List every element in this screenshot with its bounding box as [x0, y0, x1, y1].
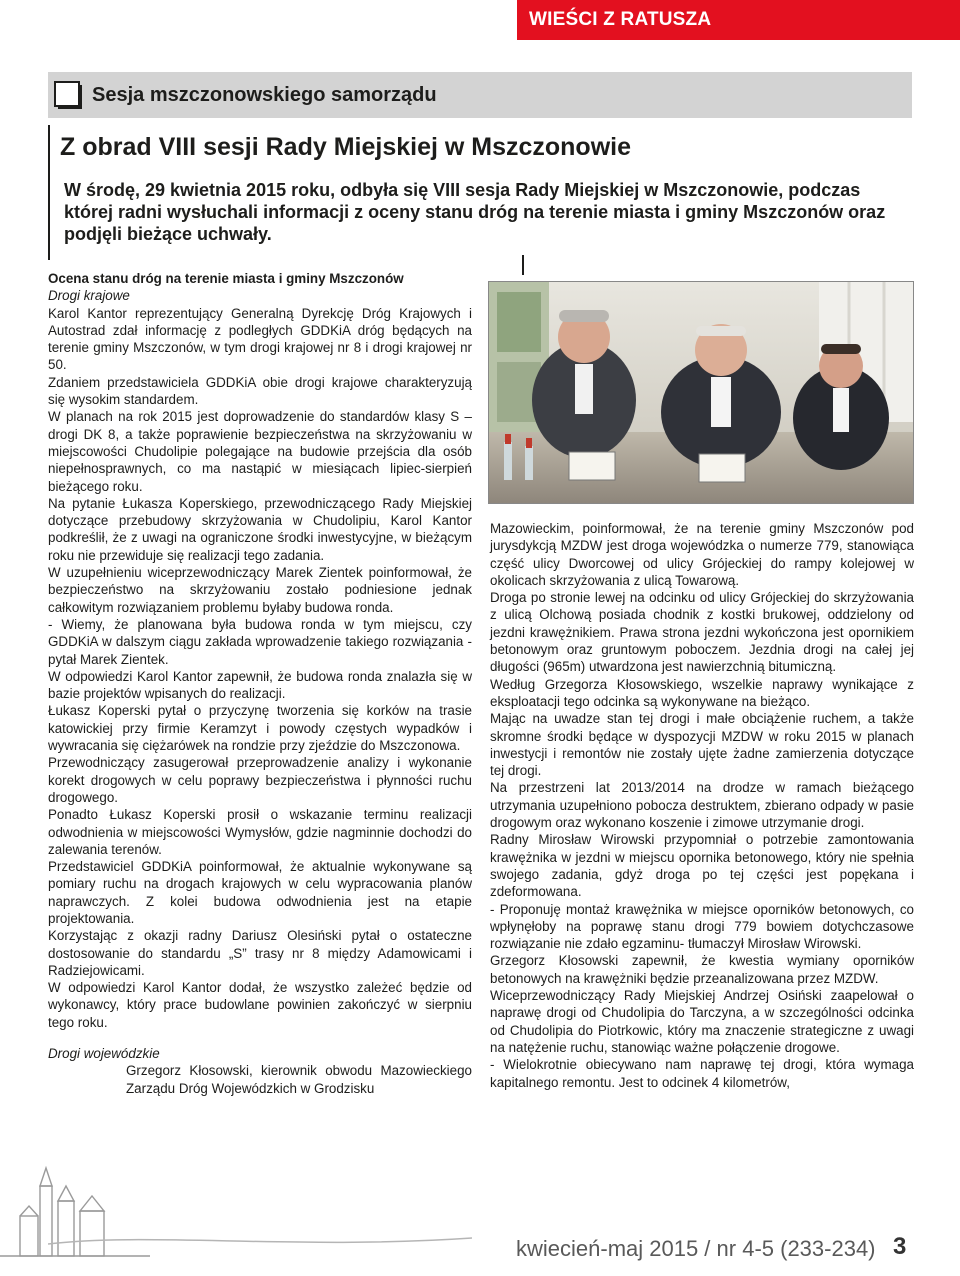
paragraph: Mając na uwadze stan tej drogi i małe obciążenie ruchem, a także skromne środki będące w dyspozycji MZDW w roku 2015 w planach inwestycji i remontów nie zostały ujęte żadne zamierzenia dotyczące tej drogi.: [490, 711, 914, 779]
paragraph: Na przestrzeni lat 2013/2014 na drodze w ramach bieżącego utrzymania uzupełniono pobocza destruktem, zbierano odpady w pasie drogowym oraz wykonano koszenie i zimowe utrzymanie drogi.: [490, 780, 914, 831]
checkbox-icon: [54, 81, 82, 109]
paragraph: Korzystając z okazji radny Dariusz Olesiński pytał o ostateczne dostosowanie do standardu „S” trasy nr 8 między Adamowicami i Radziejowicami.: [48, 928, 472, 978]
paragraph: - Proponuję montaż krawężnika w miejsce oporników betonowych, co wpłynęłoby na poprawę stanu drogi 779 bowiem dotychczasowe rozwiązanie nie zdało egzaminu- tłumaczył Mirosław Wirowski.: [490, 901, 914, 952]
subheading: Ocena stanu dróg na terenie miasta i gminy Mszczonów: [48, 271, 404, 286]
paragraph: Grzegorz Kłosowski zapewnił, że kwestia wymiany oporników betonowych na krawężniki będzie przeanalizowana przez MZDW.: [490, 953, 914, 986]
section-banner: WIEŚCI Z RATUSZA: [517, 0, 960, 40]
paragraph: Zdaniem przedstawiciela GDDKiA obie drogi krajowe charakteryzują się wysokim standardem.: [48, 374, 472, 408]
paragraph: Na pytanie Łukasza Koperskiego, przewodniczącego Rady Miejskiej dotyczące przebudowy skrzyżowania w Chudolipiu, Karol Kantor podkreślił, że z uwagi na ograniczone środki inwestycyjne, w bieżącym roku nie przewiduje się realizacji tego zadania.: [48, 495, 472, 563]
paragraph: Mazowieckim, poinformował, że na terenie gminy Mszczonów pod jurysdykcją MZDW jest droga wojewódzka o numerze 779, stanowiąca część ulicy Dworcowej od ulicy Grójeckiej do rampy kolejowej w okolicach skrzyżowania z ulicą Towarową.: [490, 521, 914, 588]
article-title: Z obrad VIII sesji Rady Miejskiej w Mszczonowie: [60, 133, 631, 161]
paragraph: - Wielokrotnie obiecywano nam naprawę tej drogi, która wymaga kapitalnego remontu. Jest to odcinek 4 kilometrów,: [490, 1057, 914, 1090]
paragraph: Według Grzegorza Kłosowskiego, wszelkie naprawy wynikające z eksploatacji tego odcinka są wykonywane na bieżąco.: [490, 676, 914, 709]
paragraph: Grzegorz Kłosowski, kierownik obwodu Mazowieckiego Zarządu Dróg Wojewódzkich w Grodzisku: [126, 1063, 472, 1096]
paragraph: - Wiemy, że planowana była budowa ronda w tym miejscu, czy GDDKiA w dalszym ciągu zakłada wprowadzenie takiego rozwiązania -pytał Marek Zientek.: [48, 616, 472, 667]
right-column: [490, 520, 914, 1091]
paragraph: Karol Kantor reprezentujący Generalną Dyrekcję Dróg Krajowych i Autostrad zdał informację z podległych GDDKiA dróg będących na terenie gminy Mszczonów, w tym drogi krajowej nr 8 i drogi krajowej nr 50.: [48, 305, 472, 373]
paragraph: Ponadto Łukasz Koperski prosił o wskazanie terminu realizacji odwodnienia w miejscowości Wymysłów, gdzie nagminnie dochodzi do zalewania terenów.: [48, 807, 472, 857]
paragraph: W planach na rok 2015 jest doprowadzenie do standardów klasy S – drogi DK 8, a także poprawienie bezpieczeństwa na skrzyżowaniu w miejscowości Chudolipie polegające na budowie przejścia dla osób niepełnosprawnych, co ma nastąpić w miesiącach lipiec-sierpień bieżącego roku.: [48, 409, 472, 494]
article-lead: W środę, 29 kwietnia 2015 roku, odbyła się VIII sesja Rady Miejskiej w Mszczonowie, podczas której radni wysłuchali informacji z oceny stanu dróg na terenie miasta i gminy Mszczonów oraz podjęli bieżące uchwały.: [64, 180, 886, 244]
issue-info: kwiecień-maj 2015 / nr 4-5 (233-234): [516, 1236, 876, 1261]
section-title: Sesja mszczonowskiego samorządu: [92, 84, 437, 106]
session-photo: [488, 281, 914, 504]
left-column: [48, 270, 472, 1097]
heading-voivodeship-roads: Drogi wojewódzkie: [48, 1046, 160, 1062]
town-silhouette-icon: [0, 1156, 150, 1276]
paragraph: Przewodniczący zasugerował przeprowadzenie analizy i wykonanie korekt drogowych w celu poprawy bezpieczeństwa i płynności ruchu drogowego.: [48, 755, 472, 805]
paragraph: W uzupełnieniu wiceprzewodniczący Marek Zientek poinformował, że bezpieczeństwo na skrzyżowaniu zostało podniesione jednak całkowitym rozwiązaniem problemu byłaby budowa ronda.: [48, 565, 472, 615]
paragraph: Przedstawiciel GDDKiA poinformował, że aktualnie wykonywane są pomiary ruchu na drogach krajowych w celu wypracowania planów naprawczych. Z kolei budowa odwodnienia jest na etapie projektowania.: [48, 859, 472, 926]
header-rule: [522, 255, 524, 275]
footer-wave: [48, 1230, 472, 1250]
page-number: 3: [893, 1233, 907, 1260]
paragraph: Łukasz Koperski pytał o przyczynę tworzenia się korków na trasie katowickiej przy firmie Keramzyt i powody częstych wypadków i wywracania się ciężarówek na rondzie przy zjeździe do Mszczonowa.: [48, 703, 472, 754]
paragraph: Wiceprzewodniczący Rady Miejskiej Andrzej Osiński zaapelował o naprawę drogi od Chudolipia do Tarczyna, a w szczególności odcinka od Chudolipia do Piotrkowic, który ma znaczenie strategiczne z uwagi na natężenie ruchu, stanowiąc ważne połączenie drogowe.: [490, 988, 914, 1055]
heading-national-roads: Drogi krajowe: [48, 288, 130, 304]
section-header: [48, 72, 912, 118]
paragraph: W odpowiedzi Karol Kantor zapewnił, że budowa ronda znalazła się w bazie projektów wpisanych do realizacji.: [48, 668, 472, 702]
paragraph: W odpowiedzi Karol Kantor dodał, że wszystko zależeć będzie od wykonawcy, który prace budowlane powinien zakończyć w sierpniu tego roku.: [48, 980, 472, 1030]
paragraph: Radny Mirosław Wirowski przypomniał o potrzebie zamontowania krawężnika w jezdni w miejscu opornika betonowego, który nie spełnia swojego zadania, gdyż droga po tej części jest popękana i zdeformowana.: [490, 832, 914, 900]
paragraph: Droga po stronie lewej na odcinku od ulicy Grójeckiej do skrzyżowania z ulicą Olchową posiada chodnik z kostki brukowej, oddzielony od jezdni krawężnikiem. Prawa strona jezdni wykończona jest opornikiem betonowym oraz gruntowym poboczem. Jezdnia drogi na całej jej długości (965m) utwardzona jest nawierzchnią bitumiczną.: [490, 590, 914, 675]
session-photo-image: [489, 282, 914, 504]
article-header: [48, 125, 912, 260]
